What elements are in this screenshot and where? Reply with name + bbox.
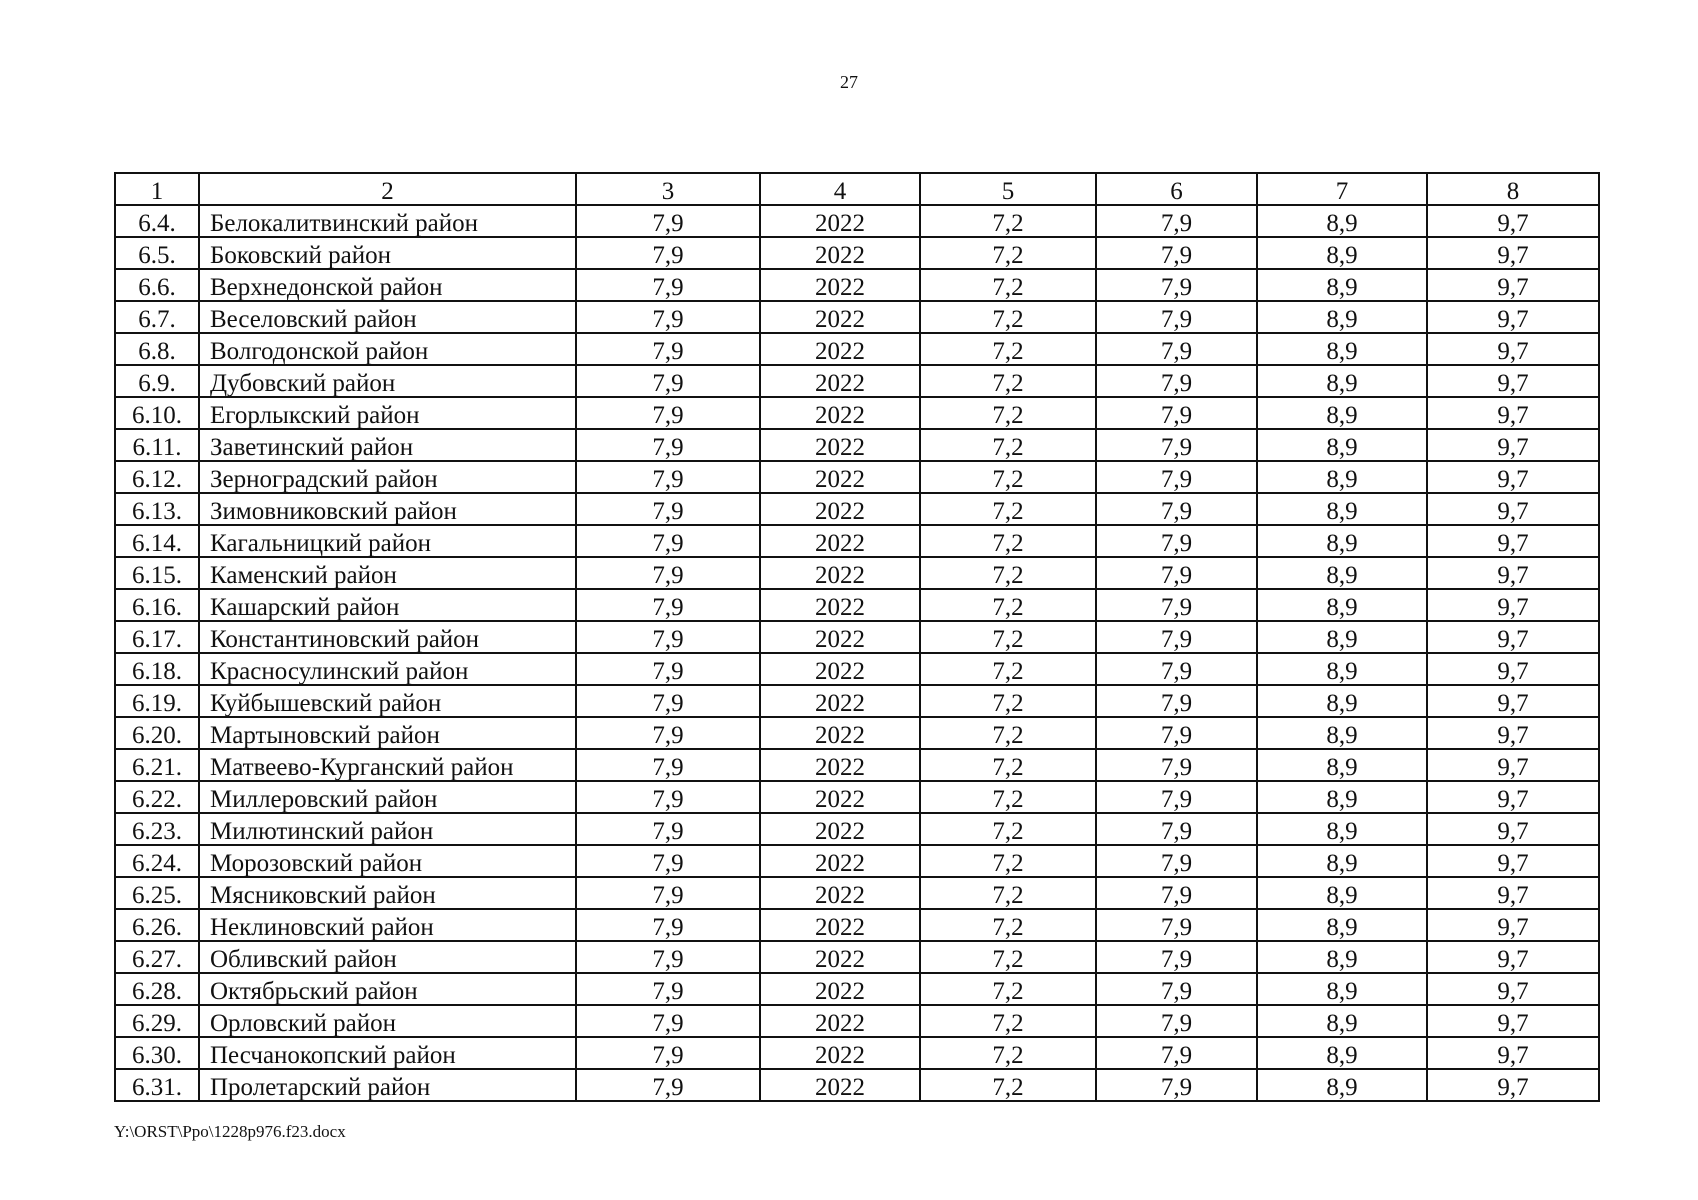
cell-col-3: 7,9: [576, 461, 760, 493]
cell-col-5: 7,2: [920, 909, 1096, 941]
cell-col-5: 7,2: [920, 269, 1096, 301]
cell-number: 6.10.: [115, 397, 199, 429]
cell-col-4: 2022: [760, 205, 920, 237]
cell-col-4: 2022: [760, 397, 920, 429]
cell-col-7: 8,9: [1257, 269, 1427, 301]
cell-number: 6.11.: [115, 429, 199, 461]
cell-col-5: 7,2: [920, 365, 1096, 397]
table-body: [115, 173, 1599, 1101]
cell-col-3: 7,9: [576, 621, 760, 653]
cell-col-7: 8,9: [1257, 493, 1427, 525]
table-row: [115, 909, 1599, 941]
cell-col-4: 2022: [760, 813, 920, 845]
cell-col-6: 7,9: [1096, 877, 1257, 909]
cell-col-7: 8,9: [1257, 845, 1427, 877]
cell-number: 6.7.: [115, 301, 199, 333]
cell-district-name: Белокалитвинский район: [199, 205, 576, 237]
cell-number: 6.8.: [115, 333, 199, 365]
cell-col-6: 7,9: [1096, 557, 1257, 589]
table-row: [115, 813, 1599, 845]
page-number: 27: [840, 72, 858, 92]
cell-col-7: 8,9: [1257, 1069, 1427, 1101]
cell-number: 6.17.: [115, 621, 199, 653]
cell-col-5: 7,2: [920, 877, 1096, 909]
cell-col-4: 2022: [760, 1069, 920, 1101]
cell-col-6: 7,9: [1096, 1005, 1257, 1037]
cell-col-4: 2022: [760, 1005, 920, 1037]
cell-col-5: 7,2: [920, 717, 1096, 749]
cell-col-8: 9,7: [1427, 429, 1599, 461]
cell-col-3: 7,9: [576, 525, 760, 557]
cell-number: 6.30.: [115, 1037, 199, 1069]
header-cell-7: 7: [1257, 173, 1427, 205]
cell-col-3: 7,9: [576, 493, 760, 525]
header-cell-4: 4: [760, 173, 920, 205]
cell-col-8: 9,7: [1427, 589, 1599, 621]
cell-number: 6.25.: [115, 877, 199, 909]
cell-col-7: 8,9: [1257, 1005, 1427, 1037]
cell-col-4: 2022: [760, 269, 920, 301]
cell-district-name: Миллеровский район: [199, 781, 576, 813]
cell-col-6: 7,9: [1096, 845, 1257, 877]
cell-col-5: 7,2: [920, 653, 1096, 685]
header-cell-5: 5: [920, 173, 1096, 205]
table-row: [115, 1037, 1599, 1069]
cell-col-4: 2022: [760, 1037, 920, 1069]
cell-district-name: Милютинский район: [199, 813, 576, 845]
cell-col-8: 9,7: [1427, 205, 1599, 237]
cell-district-name: Матвеево-Курганский район: [199, 749, 576, 781]
cell-col-7: 8,9: [1257, 621, 1427, 653]
cell-col-3: 7,9: [576, 1005, 760, 1037]
table-row: [115, 205, 1599, 237]
table-row: [115, 461, 1599, 493]
table-row: [115, 237, 1599, 269]
cell-col-8: 9,7: [1427, 1005, 1599, 1037]
table-row: [115, 973, 1599, 1005]
cell-col-8: 9,7: [1427, 717, 1599, 749]
cell-district-name: Каменский район: [199, 557, 576, 589]
cell-col-3: 7,9: [576, 653, 760, 685]
header-cell-1: 1: [115, 173, 199, 205]
cell-col-3: 7,9: [576, 717, 760, 749]
cell-col-6: 7,9: [1096, 813, 1257, 845]
table-row: [115, 429, 1599, 461]
cell-col-3: 7,9: [576, 365, 760, 397]
cell-number: 6.19.: [115, 685, 199, 717]
cell-number: 6.27.: [115, 941, 199, 973]
cell-col-5: 7,2: [920, 621, 1096, 653]
cell-col-6: 7,9: [1096, 429, 1257, 461]
cell-col-3: 7,9: [576, 1069, 760, 1101]
cell-district-name: Обливский район: [199, 941, 576, 973]
cell-number: 6.9.: [115, 365, 199, 397]
table-row: [115, 557, 1599, 589]
table-row: [115, 525, 1599, 557]
cell-col-6: 7,9: [1096, 909, 1257, 941]
cell-col-8: 9,7: [1427, 973, 1599, 1005]
table-row: [115, 749, 1599, 781]
cell-col-7: 8,9: [1257, 205, 1427, 237]
cell-col-4: 2022: [760, 781, 920, 813]
cell-col-8: 9,7: [1427, 749, 1599, 781]
header-cell-3: 3: [576, 173, 760, 205]
cell-col-5: 7,2: [920, 461, 1096, 493]
cell-number: 6.5.: [115, 237, 199, 269]
cell-number: 6.31.: [115, 1069, 199, 1101]
cell-number: 6.22.: [115, 781, 199, 813]
cell-district-name: Морозовский район: [199, 845, 576, 877]
cell-col-7: 8,9: [1257, 301, 1427, 333]
cell-col-3: 7,9: [576, 813, 760, 845]
cell-col-4: 2022: [760, 941, 920, 973]
header-cell-8: 8: [1427, 173, 1599, 205]
cell-col-8: 9,7: [1427, 461, 1599, 493]
cell-col-8: 9,7: [1427, 1069, 1599, 1101]
cell-district-name: Куйбышевский район: [199, 685, 576, 717]
cell-col-4: 2022: [760, 621, 920, 653]
cell-col-7: 8,9: [1257, 365, 1427, 397]
data-table: [114, 172, 1600, 1102]
cell-col-7: 8,9: [1257, 1037, 1427, 1069]
cell-col-3: 7,9: [576, 557, 760, 589]
cell-col-5: 7,2: [920, 941, 1096, 973]
cell-number: 6.15.: [115, 557, 199, 589]
cell-col-3: 7,9: [576, 397, 760, 429]
cell-district-name: Неклиновский район: [199, 909, 576, 941]
cell-col-6: 7,9: [1096, 237, 1257, 269]
cell-col-4: 2022: [760, 653, 920, 685]
cell-col-4: 2022: [760, 557, 920, 589]
cell-col-8: 9,7: [1427, 365, 1599, 397]
cell-col-6: 7,9: [1096, 973, 1257, 1005]
table-row: [115, 877, 1599, 909]
cell-col-3: 7,9: [576, 333, 760, 365]
cell-col-5: 7,2: [920, 589, 1096, 621]
cell-district-name: Боковский район: [199, 237, 576, 269]
cell-col-5: 7,2: [920, 429, 1096, 461]
cell-col-5: 7,2: [920, 1069, 1096, 1101]
cell-col-5: 7,2: [920, 749, 1096, 781]
cell-col-7: 8,9: [1257, 653, 1427, 685]
cell-district-name: Октябрьский район: [199, 973, 576, 1005]
cell-col-7: 8,9: [1257, 429, 1427, 461]
cell-col-3: 7,9: [576, 781, 760, 813]
cell-col-3: 7,9: [576, 845, 760, 877]
cell-district-name: Пролетарский район: [199, 1069, 576, 1101]
cell-district-name: Волгодонской район: [199, 333, 576, 365]
cell-col-8: 9,7: [1427, 941, 1599, 973]
table-row: [115, 845, 1599, 877]
cell-district-name: Мартыновский район: [199, 717, 576, 749]
cell-col-6: 7,9: [1096, 1037, 1257, 1069]
cell-number: 6.23.: [115, 813, 199, 845]
cell-number: 6.28.: [115, 973, 199, 1005]
header-cell-6: 6: [1096, 173, 1257, 205]
cell-col-4: 2022: [760, 909, 920, 941]
cell-col-7: 8,9: [1257, 557, 1427, 589]
cell-district-name: Заветинский район: [199, 429, 576, 461]
cell-col-5: 7,2: [920, 205, 1096, 237]
cell-district-name: Красносулинский район: [199, 653, 576, 685]
cell-col-6: 7,9: [1096, 1069, 1257, 1101]
cell-col-5: 7,2: [920, 1005, 1096, 1037]
cell-number: 6.20.: [115, 717, 199, 749]
table-row: [115, 589, 1599, 621]
cell-col-7: 8,9: [1257, 685, 1427, 717]
cell-col-6: 7,9: [1096, 205, 1257, 237]
cell-col-6: 7,9: [1096, 589, 1257, 621]
cell-district-name: Зерноградский район: [199, 461, 576, 493]
cell-col-4: 2022: [760, 589, 920, 621]
cell-col-3: 7,9: [576, 973, 760, 1005]
cell-col-4: 2022: [760, 717, 920, 749]
table-row: [115, 653, 1599, 685]
cell-col-4: 2022: [760, 237, 920, 269]
table-row: [115, 1069, 1599, 1101]
cell-col-8: 9,7: [1427, 237, 1599, 269]
cell-col-8: 9,7: [1427, 685, 1599, 717]
cell-number: 6.24.: [115, 845, 199, 877]
cell-col-4: 2022: [760, 429, 920, 461]
cell-col-8: 9,7: [1427, 269, 1599, 301]
cell-col-7: 8,9: [1257, 909, 1427, 941]
cell-col-8: 9,7: [1427, 333, 1599, 365]
table-row: [115, 1005, 1599, 1037]
table-row: [115, 685, 1599, 717]
cell-col-3: 7,9: [576, 237, 760, 269]
table-row: [115, 269, 1599, 301]
cell-col-8: 9,7: [1427, 1037, 1599, 1069]
cell-col-6: 7,9: [1096, 621, 1257, 653]
table-row: [115, 621, 1599, 653]
cell-col-3: 7,9: [576, 429, 760, 461]
cell-col-4: 2022: [760, 845, 920, 877]
table-row: [115, 781, 1599, 813]
table-row: [115, 301, 1599, 333]
cell-col-4: 2022: [760, 877, 920, 909]
cell-col-5: 7,2: [920, 557, 1096, 589]
cell-district-name: Верхнедонской район: [199, 269, 576, 301]
cell-col-5: 7,2: [920, 845, 1096, 877]
table-row: [115, 941, 1599, 973]
cell-col-8: 9,7: [1427, 877, 1599, 909]
cell-col-8: 9,7: [1427, 813, 1599, 845]
cell-number: 6.26.: [115, 909, 199, 941]
cell-col-7: 8,9: [1257, 941, 1427, 973]
cell-col-4: 2022: [760, 493, 920, 525]
cell-col-3: 7,9: [576, 877, 760, 909]
cell-district-name: Кагальницкий район: [199, 525, 576, 557]
cell-col-7: 8,9: [1257, 781, 1427, 813]
cell-col-7: 8,9: [1257, 749, 1427, 781]
cell-col-7: 8,9: [1257, 589, 1427, 621]
cell-col-5: 7,2: [920, 397, 1096, 429]
cell-col-7: 8,9: [1257, 717, 1427, 749]
cell-district-name: Песчанокопский район: [199, 1037, 576, 1069]
table-row: [115, 397, 1599, 429]
cell-col-6: 7,9: [1096, 685, 1257, 717]
cell-col-6: 7,9: [1096, 461, 1257, 493]
file-path-footer: Y:\ORST\Ppo\1228p976.f23.docx: [114, 1122, 346, 1141]
cell-col-8: 9,7: [1427, 301, 1599, 333]
cell-col-4: 2022: [760, 973, 920, 1005]
cell-col-8: 9,7: [1427, 909, 1599, 941]
cell-col-5: 7,2: [920, 237, 1096, 269]
table-row: [115, 717, 1599, 749]
header-cell-2: 2: [199, 173, 576, 205]
cell-col-6: 7,9: [1096, 397, 1257, 429]
cell-col-8: 9,7: [1427, 397, 1599, 429]
cell-number: 6.21.: [115, 749, 199, 781]
cell-col-5: 7,2: [920, 301, 1096, 333]
cell-col-8: 9,7: [1427, 525, 1599, 557]
cell-number: 6.12.: [115, 461, 199, 493]
table-row: [115, 493, 1599, 525]
cell-col-4: 2022: [760, 525, 920, 557]
cell-col-6: 7,9: [1096, 269, 1257, 301]
cell-col-6: 7,9: [1096, 365, 1257, 397]
cell-col-5: 7,2: [920, 525, 1096, 557]
table-row: [115, 365, 1599, 397]
table-row: [115, 333, 1599, 365]
cell-district-name: Дубовский район: [199, 365, 576, 397]
cell-col-5: 7,2: [920, 685, 1096, 717]
cell-number: 6.6.: [115, 269, 199, 301]
cell-number: 6.14.: [115, 525, 199, 557]
cell-col-4: 2022: [760, 749, 920, 781]
cell-col-3: 7,9: [576, 301, 760, 333]
cell-col-5: 7,2: [920, 333, 1096, 365]
cell-number: 6.13.: [115, 493, 199, 525]
table-header-row: [115, 173, 1599, 205]
cell-col-7: 8,9: [1257, 973, 1427, 1005]
cell-number: 6.4.: [115, 205, 199, 237]
cell-district-name: Веселовский район: [199, 301, 576, 333]
cell-col-4: 2022: [760, 365, 920, 397]
cell-col-5: 7,2: [920, 781, 1096, 813]
cell-district-name: Кашарский район: [199, 589, 576, 621]
cell-col-5: 7,2: [920, 813, 1096, 845]
cell-col-7: 8,9: [1257, 877, 1427, 909]
cell-col-3: 7,9: [576, 909, 760, 941]
cell-district-name: Егорлыкский район: [199, 397, 576, 429]
cell-col-5: 7,2: [920, 493, 1096, 525]
cell-col-5: 7,2: [920, 1037, 1096, 1069]
cell-number: 6.29.: [115, 1005, 199, 1037]
cell-col-4: 2022: [760, 301, 920, 333]
cell-col-8: 9,7: [1427, 493, 1599, 525]
cell-col-7: 8,9: [1257, 237, 1427, 269]
cell-col-6: 7,9: [1096, 781, 1257, 813]
cell-col-3: 7,9: [576, 269, 760, 301]
cell-col-3: 7,9: [576, 749, 760, 781]
cell-col-4: 2022: [760, 333, 920, 365]
cell-col-6: 7,9: [1096, 717, 1257, 749]
cell-col-6: 7,9: [1096, 749, 1257, 781]
cell-district-name: Мясниковский район: [199, 877, 576, 909]
cell-col-7: 8,9: [1257, 525, 1427, 557]
cell-col-6: 7,9: [1096, 301, 1257, 333]
cell-col-4: 2022: [760, 461, 920, 493]
cell-col-6: 7,9: [1096, 333, 1257, 365]
cell-col-3: 7,9: [576, 589, 760, 621]
cell-col-3: 7,9: [576, 205, 760, 237]
cell-col-6: 7,9: [1096, 525, 1257, 557]
cell-col-7: 8,9: [1257, 397, 1427, 429]
cell-col-8: 9,7: [1427, 781, 1599, 813]
cell-col-7: 8,9: [1257, 333, 1427, 365]
cell-col-7: 8,9: [1257, 813, 1427, 845]
cell-number: 6.16.: [115, 589, 199, 621]
cell-number: 6.18.: [115, 653, 199, 685]
cell-district-name: Константиновский район: [199, 621, 576, 653]
cell-district-name: Зимовниковский район: [199, 493, 576, 525]
cell-district-name: Орловский район: [199, 1005, 576, 1037]
cell-col-3: 7,9: [576, 941, 760, 973]
cell-col-7: 8,9: [1257, 461, 1427, 493]
cell-col-8: 9,7: [1427, 621, 1599, 653]
cell-col-6: 7,9: [1096, 493, 1257, 525]
cell-col-6: 7,9: [1096, 653, 1257, 685]
cell-col-8: 9,7: [1427, 653, 1599, 685]
cell-col-6: 7,9: [1096, 941, 1257, 973]
cell-col-3: 7,9: [576, 685, 760, 717]
cell-col-8: 9,7: [1427, 557, 1599, 589]
cell-col-4: 2022: [760, 685, 920, 717]
cell-col-3: 7,9: [576, 1037, 760, 1069]
cell-col-5: 7,2: [920, 973, 1096, 1005]
cell-col-8: 9,7: [1427, 845, 1599, 877]
